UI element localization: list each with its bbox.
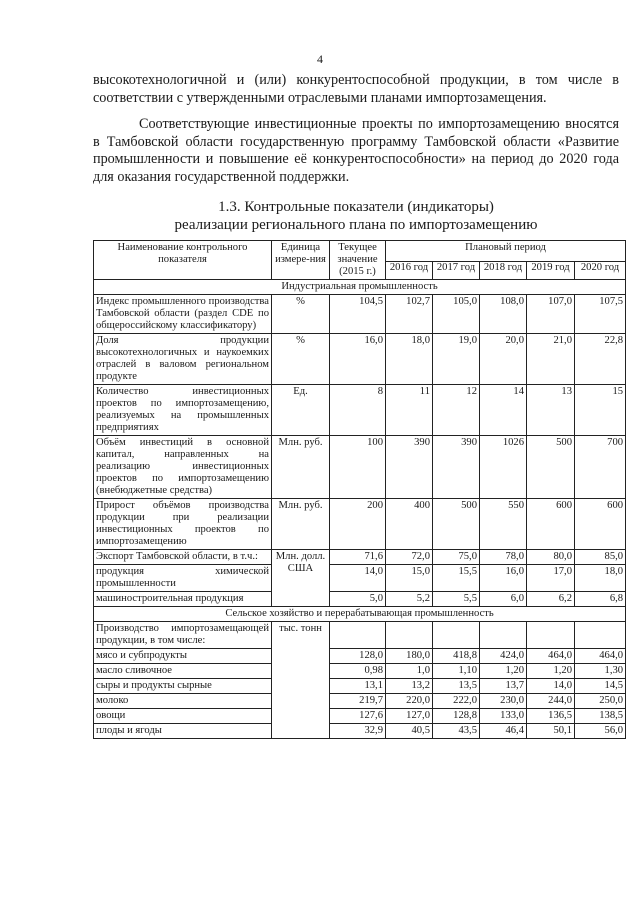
row-2016 (386, 622, 433, 649)
row-2016: 1,0 (386, 664, 433, 679)
row-2019: 244,0 (527, 694, 575, 709)
row-2017: 75,0 (433, 550, 480, 565)
row-2018: 13,7 (480, 679, 527, 694)
row-2018: 6,0 (480, 592, 527, 607)
row-2020: 138,5 (575, 709, 626, 724)
row-2019: 14,0 (527, 679, 575, 694)
header-year-2016: 2016 год (386, 261, 433, 279)
row-2016: 390 (386, 436, 433, 499)
table-row (94, 622, 626, 649)
row-name: Экспорт Тамбовской области, в т.ч.: (94, 550, 272, 565)
row-current: 100 (330, 436, 386, 499)
heading-line-2: реализации регионального плана по импортозамещению (174, 217, 538, 233)
row-2017: 500 (433, 499, 480, 550)
section-row (94, 607, 626, 622)
row-2018: 108,0 (480, 295, 527, 334)
row-2017: 12 (433, 385, 480, 436)
section-agriculture: Сельское хозяйство и перерабатывающая промышленность (94, 607, 626, 622)
header-unit: Единица измере-ния (272, 241, 330, 280)
row-name: Индекс промышленного производства Тамбовской области (раздел CDE по общероссийскому классификатору) (94, 295, 272, 334)
row-current: 13,1 (330, 679, 386, 694)
row-2018: 16,0 (480, 565, 527, 592)
agri-unit: тыс. тонн (272, 622, 330, 739)
header-name: Наименование контрольного показателя (94, 241, 272, 280)
header-current: Текущее значение (2015 г.) (330, 241, 386, 280)
row-current: 200 (330, 499, 386, 550)
row-2016: 5,2 (386, 592, 433, 607)
table-row (94, 664, 626, 679)
table-row (94, 550, 626, 565)
row-2018: 424,0 (480, 649, 527, 664)
row-2017: 19,0 (433, 334, 480, 385)
row-2020: 14,5 (575, 679, 626, 694)
row-name: машиностроительная продукция (94, 592, 272, 607)
paragraph-2: Соответствующие инвестиционные проекты по импортозамещению вносятся в Тамбовской области государственную программу Тамбовской области «Развитие промышленности и повышение её конкурентоспособности» на период до 2020 года для оказания государственной поддержки. (93, 116, 619, 185)
row-2018: 1,20 (480, 664, 527, 679)
row-name: плоды и ягоды (94, 724, 272, 739)
row-name: масло сливочное (94, 664, 272, 679)
table-row (94, 385, 626, 436)
row-2019 (527, 622, 575, 649)
header-planned: Плановый период (386, 241, 626, 262)
row-2019: 13 (527, 385, 575, 436)
row-name: продукция химической промышленности (94, 565, 272, 592)
row-name: Производство импортозамещающей продукции, в том числе: (94, 622, 272, 649)
row-2020: 56,0 (575, 724, 626, 739)
export-unit: Млн. долл. США (272, 550, 330, 607)
row-2017 (433, 622, 480, 649)
row-2020: 250,0 (575, 694, 626, 709)
row-current: 104,5 (330, 295, 386, 334)
row-current: 128,0 (330, 649, 386, 664)
row-2019: 17,0 (527, 565, 575, 592)
table-row (94, 709, 626, 724)
row-2017: 5,5 (433, 592, 480, 607)
row-2019: 500 (527, 436, 575, 499)
table-row (94, 565, 626, 592)
row-2018 (480, 622, 527, 649)
row-current: 127,6 (330, 709, 386, 724)
row-2020: 107,5 (575, 295, 626, 334)
table-row (94, 724, 626, 739)
row-2018: 20,0 (480, 334, 527, 385)
row-2017: 15,5 (433, 565, 480, 592)
row-2016: 18,0 (386, 334, 433, 385)
row-2017: 1,10 (433, 664, 480, 679)
row-2020: 6,8 (575, 592, 626, 607)
page-number: 4 (317, 52, 323, 66)
table-row (94, 334, 626, 385)
row-name: молоко (94, 694, 272, 709)
row-name: Объём инвестиций в основной капитал, направленных на реализацию инвестиционных проектов по импортозамещению (внебюджетные средства) (94, 436, 272, 499)
header-year-2018: 2018 год (480, 261, 527, 279)
row-2016: 40,5 (386, 724, 433, 739)
row-2020: 18,0 (575, 565, 626, 592)
header-year-2019: 2019 год (527, 261, 575, 279)
row-2016: 11 (386, 385, 433, 436)
row-current: 219,7 (330, 694, 386, 709)
row-2020: 600 (575, 499, 626, 550)
row-2018: 133,0 (480, 709, 527, 724)
table-row (94, 694, 626, 709)
row-name: овощи (94, 709, 272, 724)
row-2017: 128,8 (433, 709, 480, 724)
row-2018: 1026 (480, 436, 527, 499)
row-2016: 13,2 (386, 679, 433, 694)
row-current: 5,0 (330, 592, 386, 607)
row-2017: 222,0 (433, 694, 480, 709)
row-2018: 78,0 (480, 550, 527, 565)
row-2017: 43,5 (433, 724, 480, 739)
paragraph-1: высокотехнологичной и (или) конкурентоспособной продукции, в том числе в соответствии с утвержденными отраслевыми планами импортозамещения. (93, 72, 619, 106)
row-2018: 230,0 (480, 694, 527, 709)
table-row (94, 592, 626, 607)
row-name: мясо и субпродукты (94, 649, 272, 664)
section-heading (93, 198, 619, 234)
row-unit: % (272, 295, 330, 334)
header-year-2020: 2020 год (575, 261, 626, 279)
row-name: Количество инвестиционных проектов по импортозамещению, реализуемых на промышленных предприятиях (94, 385, 272, 436)
row-2016: 400 (386, 499, 433, 550)
row-2019: 107,0 (527, 295, 575, 334)
row-2017: 13,5 (433, 679, 480, 694)
row-2019: 50,1 (527, 724, 575, 739)
row-2019: 1,20 (527, 664, 575, 679)
row-2019: 600 (527, 499, 575, 550)
row-current: 14,0 (330, 565, 386, 592)
indicators-table (93, 240, 626, 739)
row-2020: 22,8 (575, 334, 626, 385)
row-2020: 464,0 (575, 649, 626, 664)
row-2020: 700 (575, 436, 626, 499)
row-2019: 464,0 (527, 649, 575, 664)
row-current: 16,0 (330, 334, 386, 385)
table-row (94, 679, 626, 694)
row-name: сыры и продукты сырные (94, 679, 272, 694)
heading-line-1: 1.3. Контрольные показатели (индикаторы) (218, 199, 494, 215)
row-current: 0,98 (330, 664, 386, 679)
row-2016: 102,7 (386, 295, 433, 334)
row-2016: 15,0 (386, 565, 433, 592)
row-unit: Млн. руб. (272, 436, 330, 499)
section-industrial: Индустриальная промышленность (94, 280, 626, 295)
indicators-table-container (93, 240, 625, 739)
row-2016: 220,0 (386, 694, 433, 709)
row-current: 8 (330, 385, 386, 436)
row-2018: 46,4 (480, 724, 527, 739)
row-unit: Ед. (272, 385, 330, 436)
row-unit: Млн. руб. (272, 499, 330, 550)
row-current: 32,9 (330, 724, 386, 739)
row-2017: 418,8 (433, 649, 480, 664)
row-name: Доля продукции высокотехнологичных и наукоемких отраслей в валовом региональном продукте (94, 334, 272, 385)
table-row (94, 499, 626, 550)
row-2020 (575, 622, 626, 649)
row-current (330, 622, 386, 649)
row-2017: 390 (433, 436, 480, 499)
row-2020: 1,30 (575, 664, 626, 679)
row-2018: 14 (480, 385, 527, 436)
row-current: 71,6 (330, 550, 386, 565)
row-unit: % (272, 334, 330, 385)
table-row (94, 436, 626, 499)
row-2017: 105,0 (433, 295, 480, 334)
row-2018: 550 (480, 499, 527, 550)
table-row (94, 649, 626, 664)
row-2019: 21,0 (527, 334, 575, 385)
row-2019: 80,0 (527, 550, 575, 565)
section-row (94, 280, 626, 295)
row-2019: 136,5 (527, 709, 575, 724)
row-2020: 85,0 (575, 550, 626, 565)
row-2016: 72,0 (386, 550, 433, 565)
row-2019: 6,2 (527, 592, 575, 607)
header-year-2017: 2017 год (433, 261, 480, 279)
header-row (94, 241, 626, 262)
row-2016: 180,0 (386, 649, 433, 664)
table-row (94, 295, 626, 334)
row-2016: 127,0 (386, 709, 433, 724)
row-name: Прирост объёмов производства продукции при реализации инвестиционных проектов по импортозамещению (94, 499, 272, 550)
row-2020: 15 (575, 385, 626, 436)
